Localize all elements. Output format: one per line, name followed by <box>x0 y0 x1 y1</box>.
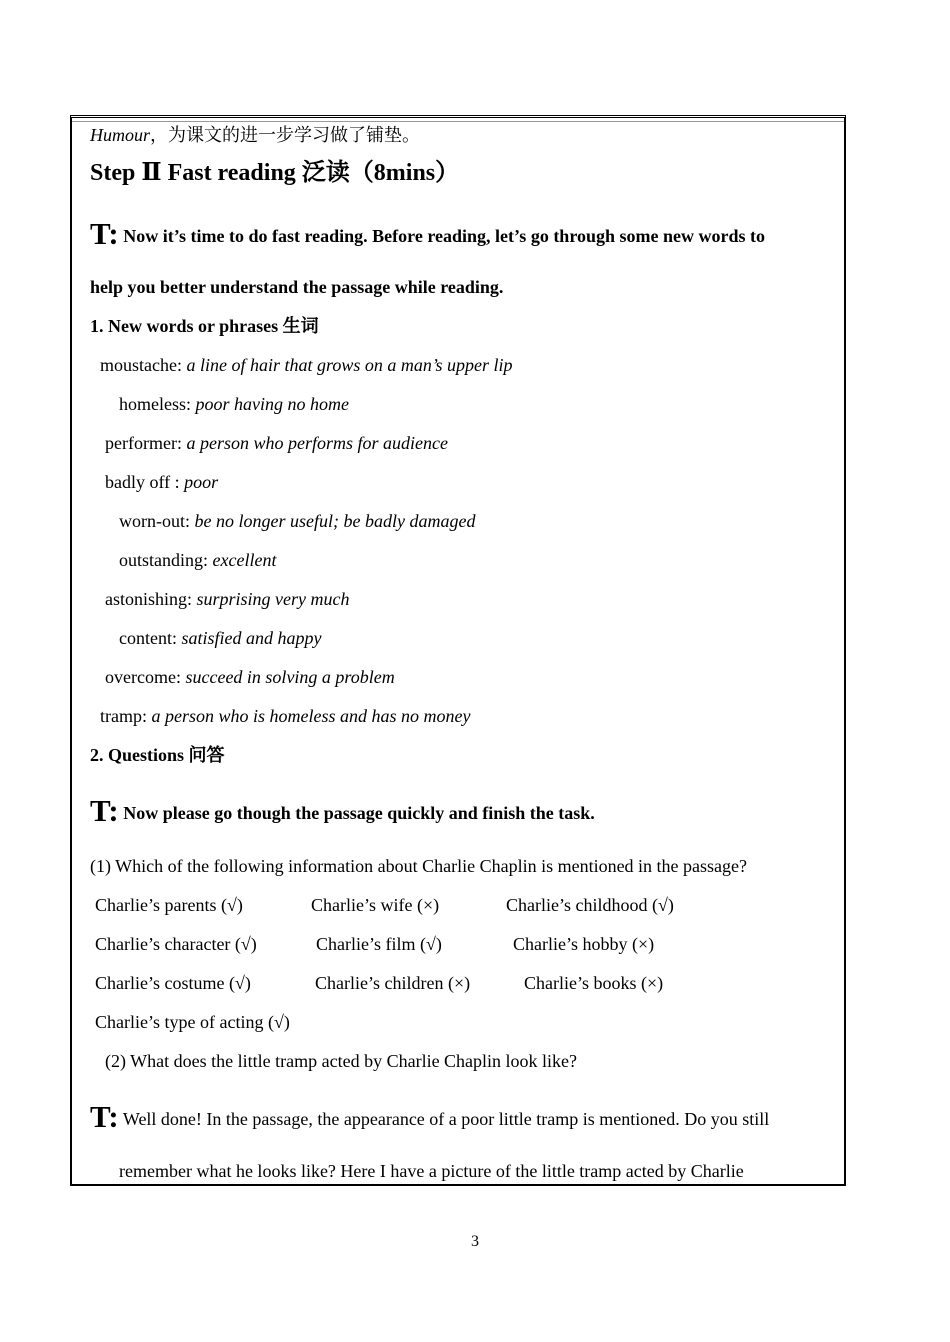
teacher-followup-text1: Well done! In the passage, the appearance of a poor little tramp is mentioned. Do you still <box>122 1109 770 1129</box>
intro-italic: Humour <box>90 125 151 145</box>
teacher-intro-line2: help you better understand the passage while reading. <box>90 277 504 297</box>
vocab-item <box>105 471 218 493</box>
teacher-followup-line2: remember what he looks like? Here I have a picture of the little tramp acted by Charlie <box>119 1161 744 1181</box>
option-item: Charlie’s costume (√) <box>95 973 251 993</box>
vocab-definition: be no longer useful; be badly damaged <box>194 511 476 531</box>
option-item: Charlie’s character (√) <box>95 934 257 954</box>
vocab-definition: satisfied and happy <box>181 628 322 648</box>
vocab-definition: a person who is homeless and has no money <box>151 706 471 726</box>
vocab-item <box>105 432 448 454</box>
question-2: (2) What does the little tramp acted by Charlie Chaplin look like? <box>105 1051 578 1071</box>
vocab-item <box>119 549 276 571</box>
teacher-marker: T: <box>90 793 119 828</box>
option-item: Charlie’s type of acting (√) <box>95 1012 290 1032</box>
vocab-term: badly off : <box>105 472 185 492</box>
vocab-item <box>119 627 321 649</box>
vocab-definition: poor <box>184 472 219 492</box>
option-item: Charlie’s wife (×) <box>311 895 440 915</box>
vocab-item <box>119 393 349 415</box>
vocab-term: tramp: <box>100 706 152 726</box>
vocab-term: content: <box>119 628 182 648</box>
intro-rest: ，为课文的进一步学习做了铺垫。 <box>150 125 421 145</box>
teacher-task-text: Now please go though the passage quickly and finish the task. <box>123 803 595 823</box>
vocab-definition: excellent <box>212 550 277 570</box>
vocab-definition: surprising very much <box>196 589 350 609</box>
vocab-term: performer: <box>105 433 187 453</box>
vocab-item <box>119 510 475 532</box>
frame-top-rule <box>72 121 844 122</box>
vocab-term: overcome: <box>105 667 186 687</box>
vocab-definition: a line of hair that grows on a man’s upper lip <box>186 355 513 375</box>
teacher-intro-text1: Now it’s time to do fast reading. Before reading, let’s go through some new words to <box>123 226 765 246</box>
option-item: Charlie’s books (×) <box>524 973 664 993</box>
intro-line <box>90 124 420 146</box>
teacher-intro-line1 <box>90 216 765 251</box>
section1-title: 1. New words or phrases 生词 <box>90 316 319 336</box>
option-item: Charlie’s childhood (√) <box>506 895 674 915</box>
vocab-item <box>105 666 395 688</box>
teacher-marker: T: <box>90 216 119 251</box>
teacher-task-line <box>90 793 595 828</box>
vocab-term: worn-out: <box>119 511 195 531</box>
vocab-definition: a person who performs for audience <box>186 433 448 453</box>
teacher-followup-line1 <box>90 1099 770 1134</box>
vocab-term: astonishing: <box>105 589 197 609</box>
teacher-marker: T: <box>90 1099 119 1134</box>
option-item: Charlie’s hobby (×) <box>513 934 655 954</box>
vocab-term: homeless: <box>119 394 196 414</box>
vocab-definition: succeed in solving a problem <box>185 667 395 687</box>
vocab-item <box>100 354 513 376</box>
step-heading: Step Ⅱ Fast reading 泛读（8mins） <box>90 160 460 186</box>
vocab-term: outstanding: <box>119 550 213 570</box>
option-item: Charlie’s film (√) <box>316 934 442 954</box>
vocab-definition: poor having no home <box>195 394 349 414</box>
vocab-item <box>105 588 350 610</box>
section2-title: 2. Questions 问答 <box>90 745 225 765</box>
option-item: Charlie’s parents (√) <box>95 895 243 915</box>
option-item: Charlie’s children (×) <box>315 973 471 993</box>
vocab-item <box>100 705 470 727</box>
page-number: 3 <box>471 1233 479 1250</box>
question-1: (1) Which of the following information about Charlie Chaplin is mentioned in the passage? <box>90 856 748 876</box>
vocab-term: moustache: <box>100 355 187 375</box>
